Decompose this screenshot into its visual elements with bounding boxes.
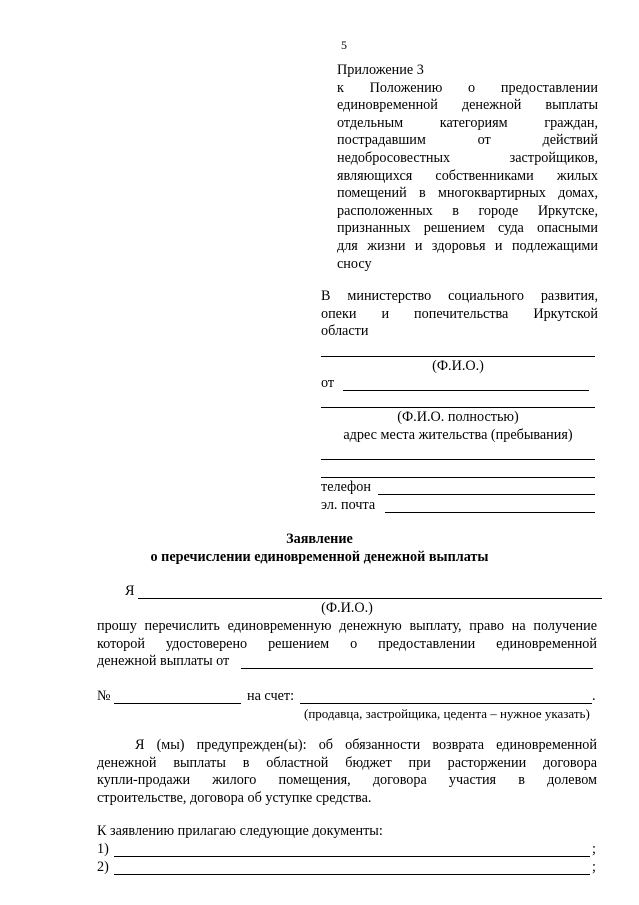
request-text-line: которой удостоверено решением о предоставлении единовременной (97, 635, 597, 652)
appendix-text-line: недобросовестных застройщиков, (337, 149, 598, 166)
appendix-text-last: сносу (337, 255, 372, 272)
fio-caption: (Ф.И.О.) (432, 358, 484, 374)
addressee-text (321, 288, 598, 323)
warning-text-line: купли-продажи жилого помещения, договора участия в долевом (97, 772, 597, 789)
statement-title: Заявление (286, 531, 353, 547)
attachment-line[interactable] (114, 874, 590, 875)
warning-paragraph (97, 737, 597, 807)
addressee-block (321, 288, 598, 341)
number-label: № (97, 688, 111, 704)
attachment-end: ; (592, 859, 596, 875)
appendix-block (337, 62, 598, 273)
attachment-number: 1) (97, 841, 109, 857)
request-paragraph (97, 618, 597, 671)
attachment-line[interactable] (114, 856, 590, 857)
appendix-text-line: помещений в многоквартирных домах, (337, 185, 598, 202)
appendix-text-line: пострадавшим от действий (337, 132, 598, 149)
number-line[interactable] (114, 703, 241, 704)
appendix-text-line: к Положению о предоставлении (337, 79, 598, 96)
appendix-text-line: расположенных в городе Иркутске, (337, 202, 598, 219)
phone-label: телефон (321, 479, 371, 495)
page-number: 5 (341, 38, 347, 52)
addressee-text-line: В министерство социального развития, (321, 288, 598, 304)
warning-text-line: Я (мы) предупрежден(ы): об обязанности возврата единовременной (135, 737, 597, 753)
warning-text-line: денежной выплаты в областной бюджет при расторжении договора (97, 754, 597, 771)
attachment-number: 2) (97, 859, 109, 875)
i-label: Я (125, 583, 135, 599)
applicant-fio-caption: (Ф.И.О.) (321, 600, 373, 616)
request-text-line: прошу перечислить единовременную денежную выплату, право на получение (97, 618, 597, 634)
warning-text-last: строительстве, договора об уступке средства. (97, 789, 372, 806)
account-label: на счет: (247, 688, 295, 704)
account-caption: (продавца, застройщика, цедента – нужное указать) (304, 706, 590, 721)
appendix-text-line: единовременной денежной выплаты (337, 97, 598, 114)
attachments-label: К заявлению прилагаю следующие документы: (97, 823, 383, 839)
addressee-text-line: опеки и попечительства Иркутской (321, 305, 598, 322)
appendix-text-line: являющихся собственниками жилых (337, 167, 598, 184)
appendix-title: Приложение 3 (337, 62, 424, 78)
email-label: эл. почта (321, 497, 376, 513)
request-text-last: денежной выплаты от (97, 653, 230, 670)
account-end: . (592, 688, 596, 704)
account-line[interactable] (300, 703, 592, 704)
address-caption: адрес места жительства (пребывания) (343, 427, 573, 443)
appendix-text-line: для жизни и здоровья и подлежащими (337, 237, 598, 254)
fio-line[interactable] (321, 356, 595, 357)
fio-full-line[interactable] (321, 407, 595, 408)
email-line[interactable] (385, 512, 595, 513)
decision-date-line[interactable] (241, 668, 593, 669)
addressee-text-last: области (321, 323, 369, 340)
fio-full-caption: (Ф.И.О. полностью) (397, 409, 519, 425)
appendix-text (337, 80, 598, 256)
address-line-1[interactable] (321, 459, 595, 460)
phone-line[interactable] (378, 494, 595, 495)
attachment-end: ; (592, 841, 596, 857)
appendix-text-line: отдельным категориям граждан, (337, 114, 598, 131)
address-line-2[interactable] (321, 477, 595, 478)
applicant-fio-line[interactable] (138, 598, 602, 599)
appendix-text-line: признанных решением суда опасными (337, 220, 598, 237)
statement-subtitle: о перечислении единовременной денежной выплаты (150, 549, 489, 565)
from-line[interactable] (343, 390, 589, 391)
from-label: от (321, 375, 335, 391)
